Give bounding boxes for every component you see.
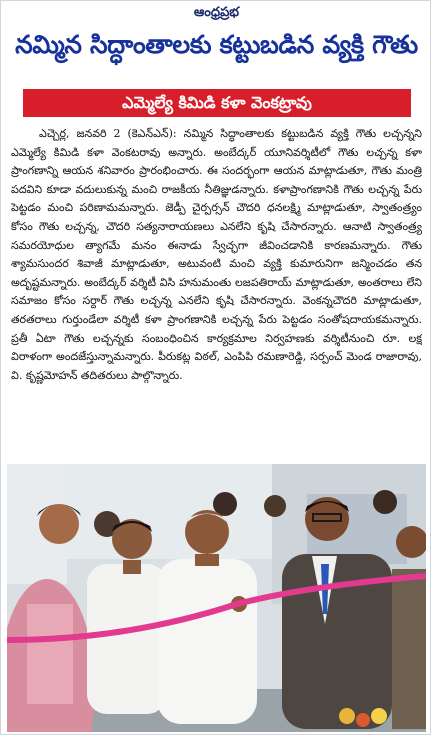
photo-illustration xyxy=(7,464,426,732)
newspaper-masthead: ఆంధ్రప్రభ xyxy=(193,5,240,20)
article-headline: నమ్మిన సిద్ధాంతాలకు కట్టుబడిన వ్యక్తి గౌతు xyxy=(15,30,418,59)
ribbon-cutting-photo xyxy=(7,464,426,732)
article-body xyxy=(11,125,422,459)
article-subheadline: ఎమ్మెల్యే కిమిడి కళా వెంకట్రావు xyxy=(23,89,411,117)
article-paragraph: ఎచ్చెర్ల, జనవరి 2 (కెఎన్ఎన్): నమ్మిన సిద్ధాంతాలకు కట్టుబడిన వ్యక్తి గౌతు లచ్చన్నని ఎమ్మెల్యే కిమిడి కళా వెంకటరావు అన్నారు. అంబేద్కర్ యూనివర్శిటీలో గౌతు లచ్చన్న కళా ప్రాంగణాన్ని ఆయన శనివారం ప్రారంభించారు. ఈ సందర్భంగా ఆయన మాట్లాడుతూ, గౌతు మంత్రి పదవిని కూడా వదులుకున్న మంచి రాజకీయ నీతిజ్ఞుడన్నారు. కళాప్రాంగణానికి గౌతు లచ్చన్న పేరు పెట్టడం మంచి పరిణామమన్నారు. జెడ్పీ చైర్పర్సన్ చౌదరి ధనలక్ష్మి మాట్లాడుతూ, స్వాతంత్ర్యం కోసం గౌతు లచ్చన్న, చౌదరి సత్యనారాయణలు ఎనలేని కృషి చేసారన్నారు. ఆనాటి స్వాతంత్ర్య సమరయోధుల త్యాగమే మనం ఈనాడు స్వేచ్ఛగా జీవించడానికి కారణమన్నారు. గౌతు శ్యామసుందర శివాజీ మాట్లాడుతూ, అటువంటి మంచి వ్యక్తి కుమారునిగా జన్మించడం తన అదృష్టమన్నారు. అంబేద్కర్ వర్శిటీ విసి హనుమంతు లజపతిరాయ్ మాట్లాడుతూ, అంతరాలు లేని సమాజం కోసం సర్దార్ గౌతు లచ్చన్న ఎనలేని కృషి చేసారన్నారు. వెంకన్నచౌదరి మాట్లాడుతూ, తరతరాలు గుర్తుండేలా వర్శిటీ కళా ప్రాంగణానికి లచ్చన్న పేరు పెట్టడం సంతోషదాయకమన్నారు. ప్రతీ ఏటా గౌతు లచ్చన్నకు సంబంధించిన కార్యక్రమాల నిర్వహణకు వర్శిటీనుంచి రూ. లక్ష విరాళంగా అందజేస్తున్నామన్నారు. పీరుకట్ల విఠల్, ఎంపిపి రమణారెడ్డి, సర్పంచ్ మెండ రాజారావు, వి. కృష్ణమోహన్ తదితరులు పాల్గొన్నారు. xyxy=(11,127,422,382)
